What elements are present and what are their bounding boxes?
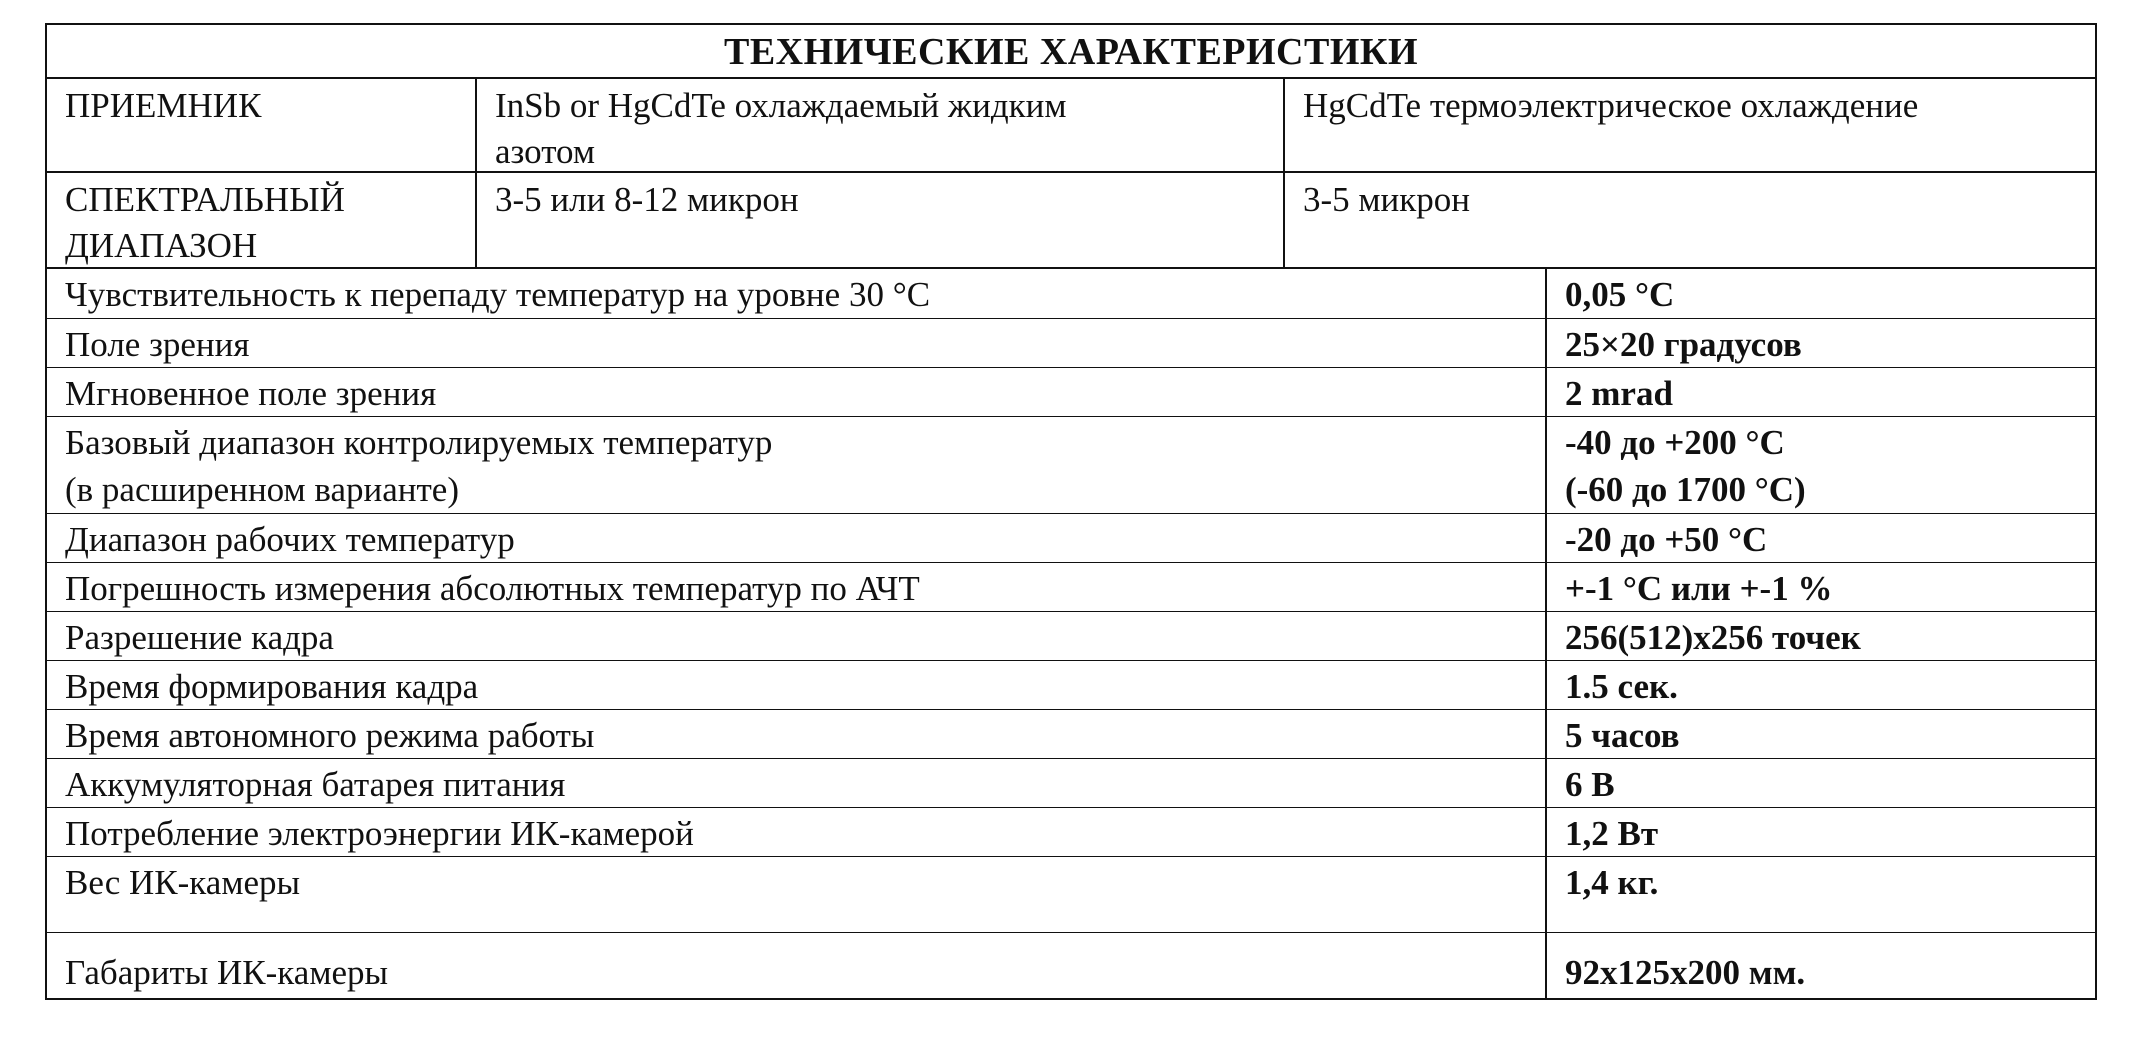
spec-value: +-1 °C или +-1 % (1565, 569, 1833, 608)
spectral-range-option-2: 3-5 микрон (1303, 180, 1471, 219)
spec-value: 1.5 сек. (1565, 667, 1678, 706)
spec-value: 5 часов (1565, 716, 1680, 755)
table-row (47, 319, 2095, 368)
spec-value: 1,4 кг. (1565, 863, 1659, 902)
spec-label: Базовый диапазон контролируемых температур (в расширенном варианте) (47, 417, 1547, 513)
spectral-range-label: СПЕКТРАЛЬНЫЙ ДИАПАЗОН (47, 173, 477, 267)
table-row (47, 269, 2095, 319)
table-row (47, 514, 2095, 563)
table-row (47, 710, 2095, 759)
spec-value: -40 до +200 °C (-60 до 1700 °C) (1565, 423, 1806, 509)
table-row (47, 857, 2095, 933)
spec-label: Вес ИК-камеры (47, 857, 1547, 932)
spec-label: Погрешность измерения абсолютных температур по АЧТ (47, 563, 1547, 611)
spec-label: Разрешение кадра (47, 612, 1547, 660)
spec-label: Габариты ИК-камеры (47, 933, 1547, 998)
spec-label: Чувствительность к перепаду температур на уровне 30 °C (47, 269, 1547, 318)
spec-value: 2 mrad (1565, 374, 1673, 413)
table-row (47, 563, 2095, 612)
table-row (47, 661, 2095, 710)
table-row (47, 933, 2095, 998)
receiver-option-1: InSb or HgCdTe охлаждаемый жидким азотом (477, 79, 1285, 171)
spec-value: 0,05 °C (1565, 275, 1675, 314)
spec-label: Диапазон рабочих температур (47, 514, 1547, 562)
spectral-range-option-1: 3-5 или 8-12 микрон (477, 173, 1285, 267)
receiver-option-2: HgCdTe термоэлектрическое охлаждение (1303, 86, 1919, 125)
receiver-label: ПРИЕМНИК (47, 79, 477, 171)
spec-label: Время формирования кадра (47, 661, 1547, 709)
spec-value: 256(512)x256 точек (1565, 618, 1861, 657)
table-row (47, 368, 2095, 417)
spec-value: 1,2 Вт (1565, 814, 1659, 853)
spec-label: Поле зрения (47, 319, 1547, 367)
spec-label: Потребление электроэнергии ИК-камерой (47, 808, 1547, 856)
specifications-table (45, 23, 2097, 1000)
spec-label: Аккумуляторная батарея питания (47, 759, 1547, 807)
table-title: ТЕХНИЧЕСКИЕ ХАРАКТЕРИСТИКИ (47, 25, 2095, 79)
receiver-row (47, 79, 2095, 173)
spec-label: Время автономного режима работы (47, 710, 1547, 758)
table-row (47, 612, 2095, 661)
spec-value: -20 до +50 °C (1565, 520, 1768, 559)
spec-label: Мгновенное поле зрения (47, 368, 1547, 416)
table-row (47, 808, 2095, 857)
table-row (47, 417, 2095, 514)
table-row (47, 759, 2095, 808)
spec-value: 6 В (1565, 765, 1615, 804)
spec-value: 92x125x200 мм. (1565, 953, 1806, 992)
spec-value: 25×20 градусов (1565, 325, 1802, 364)
spectral-range-row (47, 173, 2095, 269)
